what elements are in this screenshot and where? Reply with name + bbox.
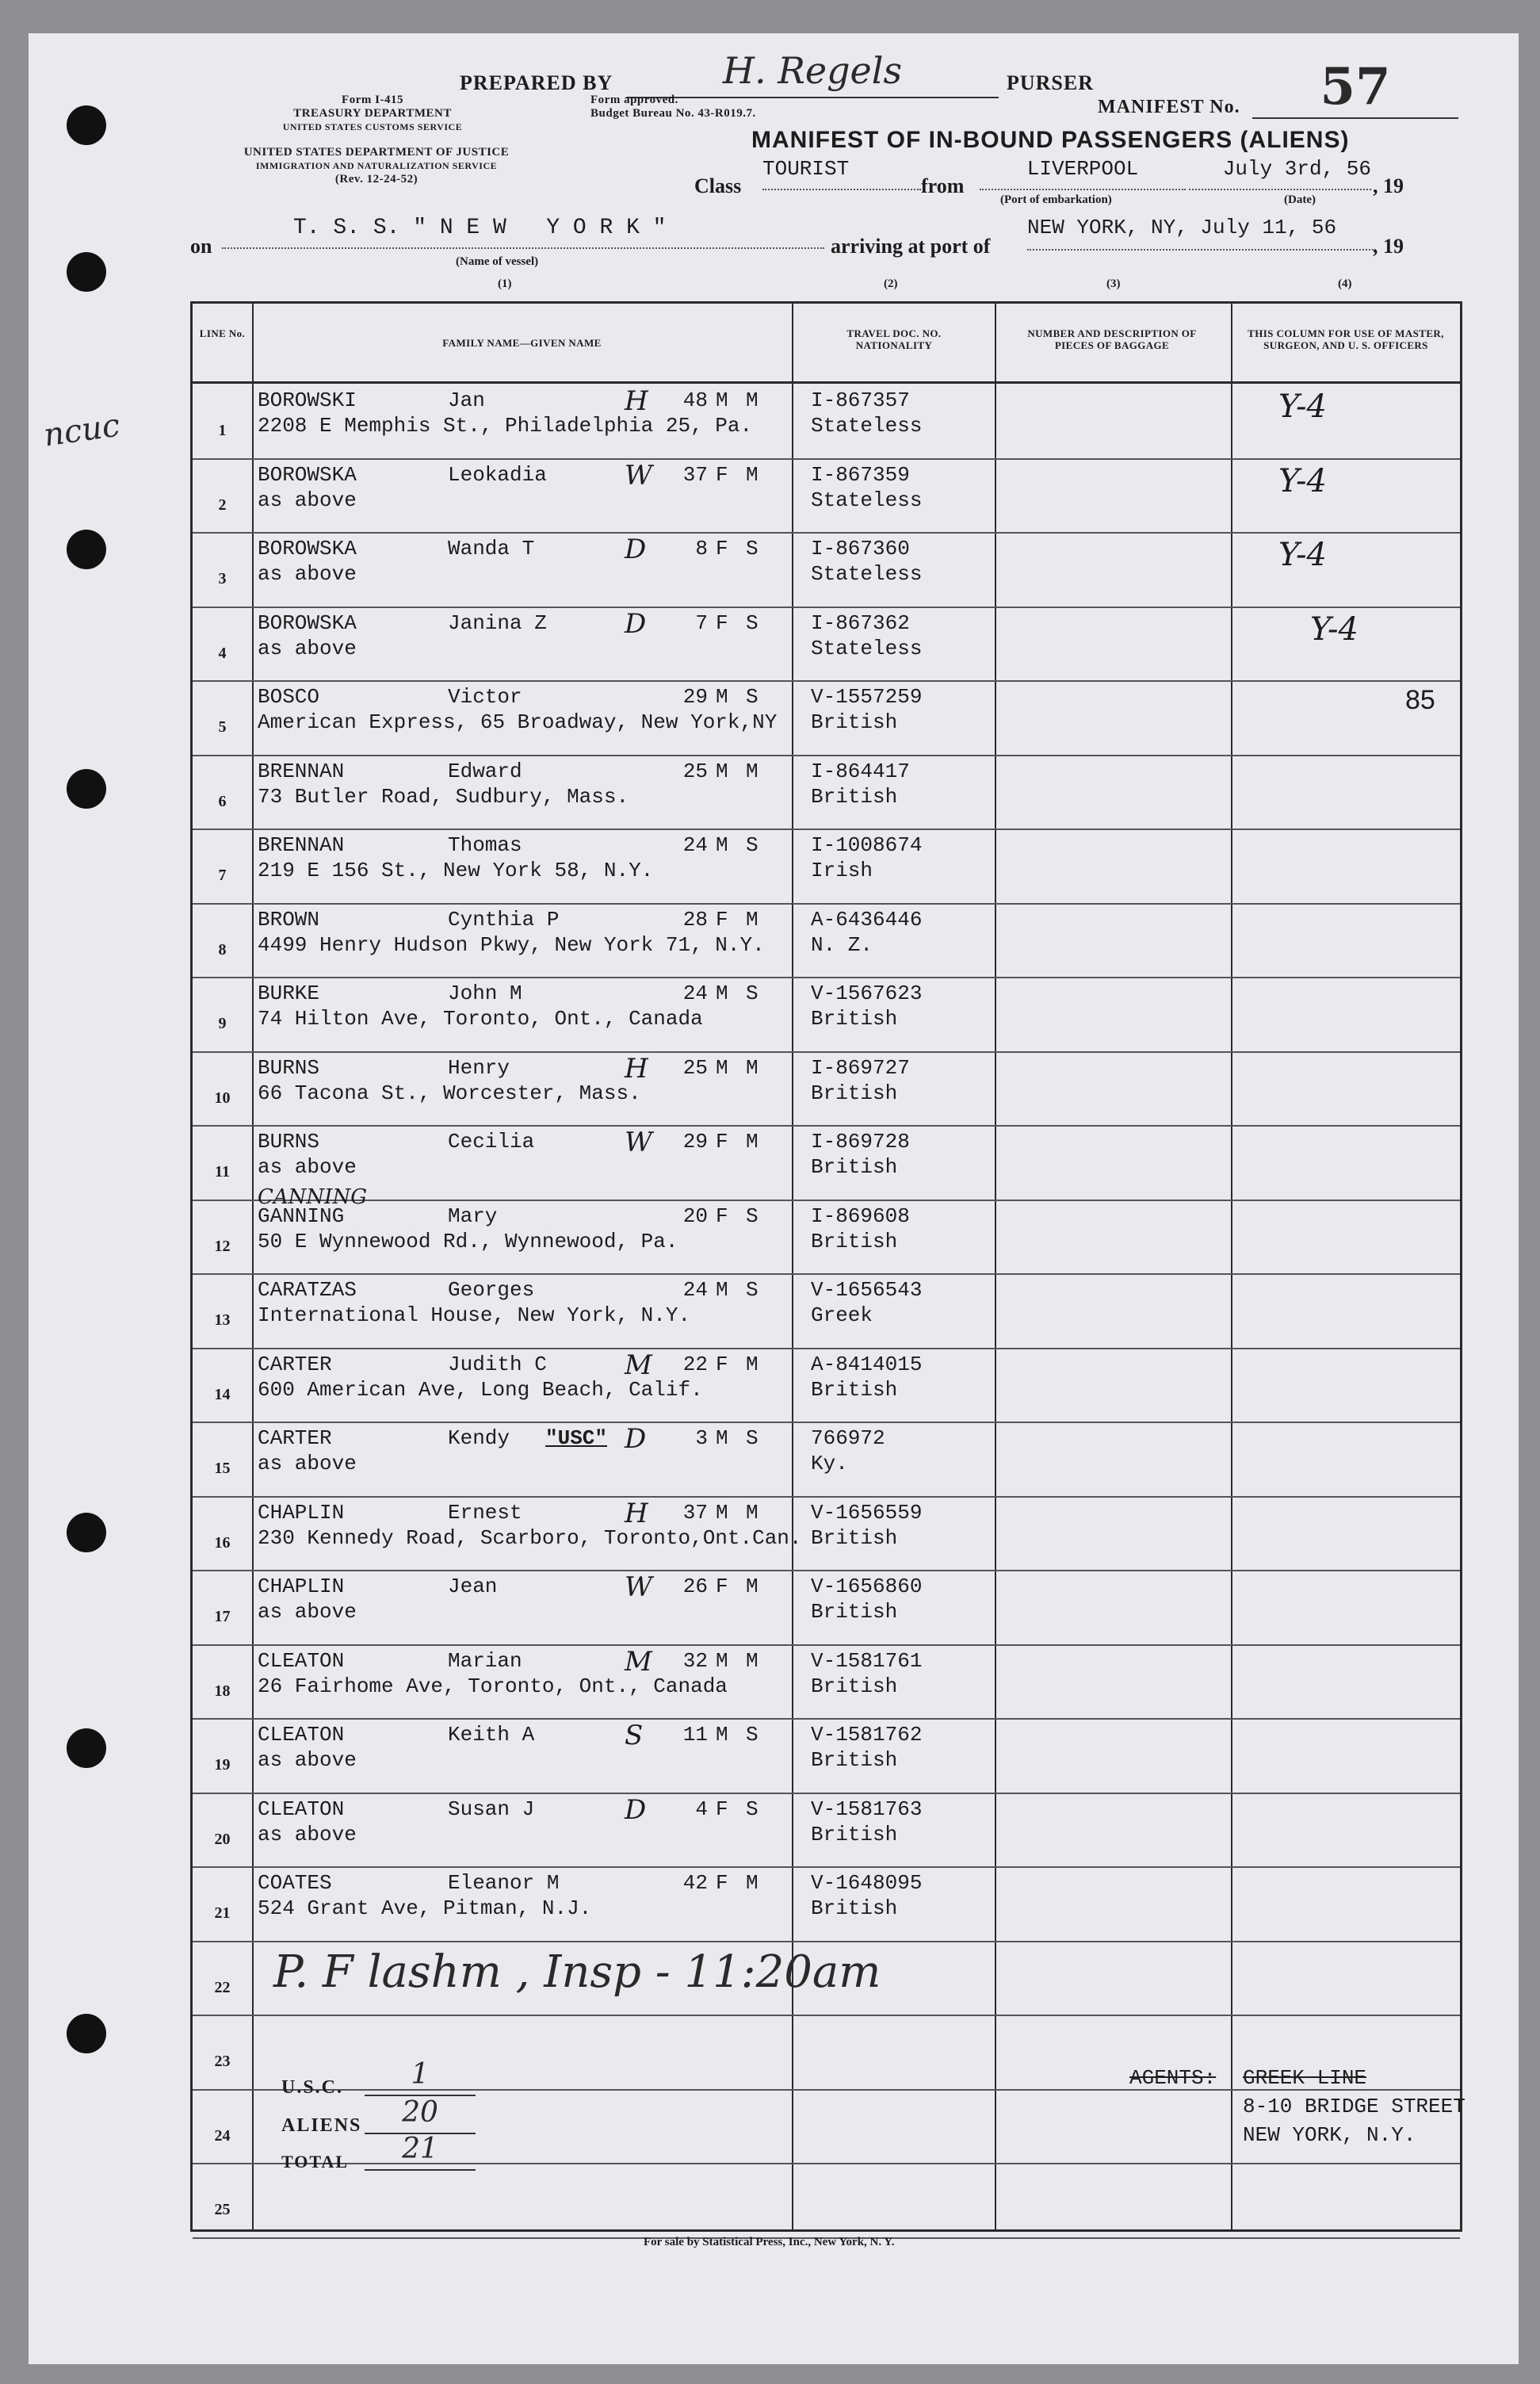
family-name: CHAPLIN <box>258 1575 345 1598</box>
line-number: 15 <box>214 1460 231 1477</box>
handwritten-mark: W <box>625 1571 652 1603</box>
travel-doc: V-1648095 <box>811 1871 923 1895</box>
address: 66 Tacona St., Worcester, Mass. <box>258 1081 641 1105</box>
table-row <box>193 1718 1460 1793</box>
travel-doc: A-8414015 <box>811 1352 923 1376</box>
given-name: Cynthia P <box>448 907 560 932</box>
date-caption: (Date) <box>1284 193 1316 206</box>
travel-doc: V-1567623 <box>811 982 923 1005</box>
binder-hole <box>67 252 106 292</box>
officer-note: 85 <box>1405 685 1435 715</box>
nationality: British <box>811 1081 898 1105</box>
sex: M <box>716 388 728 412</box>
family-name: BRENNAN <box>258 833 345 857</box>
vessel-caption: (Name of vessel) <box>456 255 539 268</box>
family-name: COATES <box>258 1871 332 1895</box>
travel-doc: V-1581763 <box>811 1797 923 1821</box>
given-name: Cecilia <box>448 1130 535 1154</box>
purser-label: PURSER <box>1007 71 1095 94</box>
manifest-no-label: MANIFEST No. <box>1098 97 1240 117</box>
age: 42 <box>682 1871 708 1895</box>
family-name: CLEATON <box>258 1723 345 1747</box>
nationality: British <box>811 1377 898 1402</box>
given-name: Henry <box>448 1055 510 1080</box>
given-name: Thomas <box>448 833 522 857</box>
age: 25 <box>682 1055 708 1080</box>
age: 37 <box>682 462 708 487</box>
table-row <box>193 1125 1460 1200</box>
agents-label: AGENTS: <box>1129 2066 1217 2090</box>
agents-line-1: GREEK LINE <box>1243 2066 1367 2090</box>
nationality: British <box>811 1822 898 1846</box>
family-name: BURKE <box>258 982 320 1005</box>
address: American Express, 65 Broadway, New York,NY <box>258 710 778 734</box>
handwritten-mark: S <box>625 1720 644 1751</box>
nationality: British <box>811 1748 898 1772</box>
sex: F <box>716 907 728 932</box>
justice-dept: UNITED STATES DEPARTMENT OF JUSTICE <box>243 146 510 159</box>
table-row <box>193 977 1460 1051</box>
binder-hole <box>67 530 106 569</box>
nationality: British <box>811 784 898 809</box>
binder-hole <box>67 105 106 145</box>
nationality: British <box>811 1007 898 1031</box>
given-name: Georges <box>448 1278 535 1302</box>
given-name: Susan J <box>448 1797 535 1821</box>
travel-doc: I-867357 <box>811 388 910 412</box>
travel-doc: 766972 <box>811 1426 885 1450</box>
sex: M <box>716 1648 728 1673</box>
manifest-number: 57 <box>1252 57 1458 119</box>
margin-note: ncuc <box>41 407 123 454</box>
line-number: 24 <box>214 2126 231 2145</box>
handwritten-mark: H <box>625 385 648 417</box>
family-name: BOROWSKA <box>258 462 357 487</box>
table-row <box>193 1793 1460 1867</box>
address: International House, New York, N.Y. <box>258 1303 691 1327</box>
age: 24 <box>682 982 708 1005</box>
from-value: LIVERPOOL <box>980 157 1186 190</box>
sex: M <box>716 1500 728 1525</box>
marital-status: M <box>746 1500 759 1525</box>
line-number: 7 <box>218 867 227 884</box>
line-number: 20 <box>214 1830 231 1848</box>
given-name: Victor <box>448 685 522 709</box>
treasury-dept: TREASURY DEPARTMENT <box>293 107 452 120</box>
vessel-name: T. S. S. " N E W Y O R K " <box>222 216 824 249</box>
given-name: Wanda T <box>448 537 535 561</box>
class-label: Class <box>694 174 742 197</box>
marital-status: M <box>746 1871 759 1895</box>
address: as above <box>258 488 357 512</box>
departure-date: July 3rd, 56 <box>1189 157 1371 190</box>
family-name: GANNING <box>258 1203 345 1228</box>
family-name: CARTER <box>258 1352 332 1376</box>
col-header-officers: THIS COLUMN FOR USE OF MASTER, SURGEON, AND U. S. OFFICERS <box>1248 327 1444 351</box>
family-name: CHAPLIN <box>258 1500 345 1525</box>
table-row <box>193 1570 1460 1644</box>
line-number: 10 <box>214 1089 231 1107</box>
officer-note: Y-4 <box>1278 388 1327 425</box>
line-number: 18 <box>214 1682 231 1700</box>
given-name: Leokadia <box>448 462 547 487</box>
marital-status: M <box>746 907 759 932</box>
marital-status: M <box>746 1055 759 1080</box>
address: 524 Grant Ave, Pitman, N.J. <box>258 1896 592 1920</box>
given-name: Keith A <box>448 1723 535 1747</box>
nationality: British <box>811 1155 898 1179</box>
nationality: British <box>811 1229 898 1253</box>
total-label: TOTAL <box>281 2152 349 2172</box>
col-header-baggage: NUMBER AND DESCRIPTION OF PIECES OF BAGGAGE <box>1027 327 1197 351</box>
arriving-label: arriving at port of <box>831 235 991 258</box>
given-name: Judith C <box>448 1352 547 1376</box>
line-number: 6 <box>218 792 227 810</box>
family-name: BOROWSKA <box>258 610 357 635</box>
travel-doc: V-1656559 <box>811 1500 923 1525</box>
address: 2208 E Memphis St., Philadelphia 25, Pa. <box>258 414 753 438</box>
table-row <box>193 1184 1460 1274</box>
marital-status: M <box>746 1130 759 1154</box>
sex: M <box>716 1278 728 1302</box>
travel-doc: I-867359 <box>811 462 910 487</box>
prepared-by-label: PREPARED BY <box>460 71 613 94</box>
agents-line-3: NEW YORK, N.Y. <box>1243 2123 1416 2147</box>
marital-status: S <box>746 833 759 857</box>
customs-service: UNITED STATES CUSTOMS SERVICE <box>282 121 463 132</box>
revision: (Rev. 12-24-52) <box>334 173 418 186</box>
line-number: 21 <box>214 1904 231 1922</box>
nationality: Ky. <box>811 1452 848 1475</box>
line-number: 5 <box>218 718 227 736</box>
line-number: 16 <box>214 1533 231 1552</box>
aliens-label: ALIENS <box>281 2115 362 2136</box>
handwritten-mark: W <box>625 1127 652 1158</box>
given-name: Janina Z <box>448 610 547 635</box>
address: as above <box>258 562 357 586</box>
table-row <box>193 903 1460 978</box>
handwritten-mark: H <box>625 1052 648 1085</box>
travel-doc: V-1581761 <box>811 1648 923 1673</box>
usc-label: U.S.C. <box>281 2077 344 2098</box>
port-embarkation-caption: (Port of embarkation) <box>1000 193 1112 206</box>
col-header-name: FAMILY NAME—GIVEN NAME <box>442 337 602 349</box>
form-number: Form I-415 <box>342 94 403 106</box>
nationality: Stateless <box>811 488 923 512</box>
family-name: BOROWSKI <box>258 388 357 412</box>
marital-status: S <box>746 610 759 635</box>
age: 4 <box>695 1797 708 1821</box>
sex: F <box>716 1203 728 1228</box>
age: 25 <box>682 759 708 783</box>
passenger-table <box>190 301 1462 2232</box>
marital-status: S <box>746 982 759 1005</box>
address: as above <box>258 1822 357 1846</box>
age: 7 <box>695 610 708 635</box>
justice-block <box>190 146 563 186</box>
sex: M <box>716 833 728 857</box>
family-name: CLEATON <box>258 1797 345 1821</box>
travel-doc: I-864417 <box>811 759 910 783</box>
inspector-signature: P. F lashm , Insp - 11:20am <box>273 1946 881 1998</box>
age: 48 <box>682 388 708 412</box>
age: 26 <box>682 1575 708 1598</box>
line-number: 4 <box>218 644 227 662</box>
family-name: BOROWSKA <box>258 537 357 561</box>
age: 8 <box>695 537 708 561</box>
binder-hole <box>67 2014 106 2053</box>
nationality: Stateless <box>811 414 923 438</box>
on-label: on <box>190 235 212 258</box>
arriving-port: NEW YORK, NY, July 11, 56 <box>1027 216 1376 251</box>
family-name: CARATZAS <box>258 1278 357 1302</box>
handwritten-mark: D <box>625 1423 647 1455</box>
given-name: Marian <box>448 1648 522 1673</box>
travel-doc: A-6436446 <box>811 907 923 932</box>
address: 73 Butler Road, Sudbury, Mass. <box>258 784 629 809</box>
address: as above <box>258 636 357 660</box>
address: as above <box>258 1600 357 1624</box>
family-name: BURNS <box>258 1055 320 1080</box>
line-number: 17 <box>214 1608 231 1625</box>
sex: F <box>716 537 728 561</box>
nationality: British <box>811 1600 898 1624</box>
marital-status: S <box>746 1278 759 1302</box>
col-number-2: (2) <box>884 277 898 290</box>
age: 29 <box>682 1130 708 1154</box>
line-number: 2 <box>218 496 227 514</box>
age: 3 <box>695 1426 708 1450</box>
travel-doc: V-1581762 <box>811 1723 923 1747</box>
address: as above <box>258 1748 357 1772</box>
age: 22 <box>682 1352 708 1376</box>
travel-doc: V-1656543 <box>811 1278 923 1302</box>
travel-doc: I-1008674 <box>811 833 923 857</box>
line-number: 12 <box>214 1237 231 1255</box>
budget-bureau: Budget Bureau No. 43-R019.7. <box>590 107 756 120</box>
table-row <box>193 458 1460 533</box>
footer-printer: For sale by Statistical Press, Inc., New York, N. Y. <box>644 2236 895 2248</box>
total-value: 21 <box>365 2133 476 2171</box>
family-name: BRENNAN <box>258 759 345 783</box>
handwritten-mark: D <box>625 1793 647 1826</box>
table-row <box>193 1644 1460 1719</box>
sex: F <box>716 1352 728 1376</box>
table-row <box>193 1348 1460 1422</box>
travel-doc: I-867360 <box>811 537 910 561</box>
line-number: 8 <box>218 940 227 959</box>
form-approved-block <box>590 94 756 121</box>
address: 230 Kennedy Road, Scarboro, Toronto,Ont.Can. <box>258 1525 802 1550</box>
col-header-travel: TRAVEL DOC. NO. NATIONALITY <box>846 327 942 351</box>
family-name: BROWN <box>258 907 320 932</box>
nationality: British <box>811 1674 898 1698</box>
handwritten-mark: D <box>625 534 647 565</box>
given-name: Jean <box>448 1575 498 1598</box>
travel-doc: I-867362 <box>811 610 910 635</box>
given-name: Kendy <box>448 1426 510 1450</box>
given-name: Edward <box>448 759 522 783</box>
nationality: British <box>811 1525 898 1550</box>
table-row <box>193 2163 1460 2237</box>
aliens-value: 20 <box>365 2096 476 2134</box>
sex: M <box>716 1723 728 1747</box>
handwritten-mark: D <box>625 607 647 640</box>
family-name: CARTER <box>258 1426 332 1450</box>
given-name: Ernest <box>448 1500 522 1525</box>
family-name: CLEATON <box>258 1648 345 1673</box>
table-row <box>193 1051 1460 1126</box>
handwritten-mark: M <box>625 1645 652 1678</box>
age: 28 <box>682 907 708 932</box>
usc-mark: "USC" <box>545 1426 608 1450</box>
travel-doc: V-1557259 <box>811 685 923 709</box>
table-row <box>193 1496 1460 1571</box>
handwritten-mark: CANNING <box>258 1184 367 1209</box>
sex: M <box>716 685 728 709</box>
age: 24 <box>682 1278 708 1302</box>
line-number: 22 <box>214 1978 231 1996</box>
table-row <box>193 384 1460 458</box>
line-number: 25 <box>214 2201 231 2218</box>
sex: F <box>716 1797 728 1821</box>
nationality: British <box>811 1896 898 1920</box>
family-name: BOSCO <box>258 685 320 709</box>
line-number: 1 <box>218 422 227 439</box>
given-name: Mary <box>448 1203 498 1228</box>
sex: F <box>716 462 728 487</box>
handwritten-mark: H <box>625 1497 648 1529</box>
usc-value: 1 <box>365 2058 476 2096</box>
marital-status: S <box>746 1723 759 1747</box>
year-suffix: , 19 <box>1373 174 1404 197</box>
travel-doc: I-869727 <box>811 1055 910 1080</box>
age: 32 <box>682 1648 708 1673</box>
sex: M <box>716 982 728 1005</box>
marital-status: M <box>746 1648 759 1673</box>
given-name: Eleanor M <box>448 1871 560 1895</box>
officer-note: Y-4 <box>1278 462 1327 499</box>
nationality: Greek <box>811 1303 873 1327</box>
nationality: British <box>811 710 898 734</box>
officer-note: Y-4 <box>1278 537 1327 573</box>
col-number-3: (3) <box>1106 277 1121 290</box>
line-number: 3 <box>218 570 227 587</box>
line-number: 23 <box>214 2053 231 2070</box>
marital-status: S <box>746 1426 759 1450</box>
binder-hole <box>67 1513 106 1552</box>
marital-status: S <box>746 1797 759 1821</box>
address: as above <box>258 1452 357 1475</box>
year-suffix-2: , 19 <box>1373 235 1404 258</box>
sex: M <box>716 1426 728 1450</box>
sex: F <box>716 1871 728 1895</box>
address: 4499 Henry Hudson Pkwy, New York 71, N.Y. <box>258 932 765 957</box>
age: 20 <box>682 1203 708 1228</box>
table-row <box>193 828 1460 903</box>
marital-status: S <box>746 537 759 561</box>
age: 29 <box>682 685 708 709</box>
col-number-1: (1) <box>498 277 512 290</box>
class-value: TOURIST <box>762 157 921 190</box>
line-number: 13 <box>214 1311 231 1329</box>
marital-status: S <box>746 1203 759 1228</box>
form-approved: Form approved. <box>590 94 678 106</box>
table-row <box>193 532 1460 607</box>
ins-service: IMMIGRATION AND NATURALIZATION SERVICE <box>255 160 498 171</box>
given-name: John M <box>448 982 522 1005</box>
given-name: Jan <box>448 388 485 412</box>
marital-status: M <box>746 1352 759 1376</box>
sex: F <box>716 1130 728 1154</box>
travel-doc: I-869608 <box>811 1203 910 1228</box>
travel-doc: V-1656860 <box>811 1575 923 1598</box>
line-number: 11 <box>215 1163 230 1181</box>
sex: M <box>716 1055 728 1080</box>
address: as above <box>258 1155 357 1179</box>
sex: M <box>716 759 728 783</box>
address: 600 American Ave, Long Beach, Calif. <box>258 1377 703 1402</box>
address: 74 Hilton Ave, Toronto, Ont., Canada <box>258 1007 703 1031</box>
form-block <box>262 94 483 134</box>
nationality: Stateless <box>811 636 923 660</box>
table-row <box>193 1866 1460 1941</box>
nationality: Stateless <box>811 562 923 586</box>
age: 11 <box>682 1723 708 1747</box>
address: 26 Fairhome Ave, Toronto, Ont., Canada <box>258 1674 728 1698</box>
age: 24 <box>682 833 708 857</box>
line-number: 19 <box>214 1756 231 1774</box>
table-row <box>193 1422 1460 1496</box>
agents-line-2: 8-10 BRIDGE STREET <box>1243 2095 1465 2118</box>
manifest-title: MANIFEST OF IN-BOUND PASSENGERS (ALIENS) <box>751 127 1350 153</box>
marital-status: M <box>746 388 759 412</box>
table-row <box>193 755 1460 829</box>
officer-note: Y-4 <box>1310 610 1358 648</box>
family-name: BURNS <box>258 1130 320 1154</box>
marital-status: S <box>746 685 759 709</box>
prepared-by-signature: H. Regels <box>626 49 999 98</box>
from-label: from <box>921 174 965 197</box>
travel-doc: I-869728 <box>811 1130 910 1154</box>
marital-status: M <box>746 1575 759 1598</box>
age: 37 <box>682 1500 708 1525</box>
marital-status: M <box>746 759 759 783</box>
line-number: 14 <box>214 1385 231 1403</box>
table-row <box>193 607 1460 681</box>
handwritten-mark: M <box>625 1349 652 1381</box>
address: 50 E Wynnewood Rd., Wynnewood, Pa. <box>258 1229 678 1253</box>
binder-hole <box>67 769 106 809</box>
col-number-4: (4) <box>1338 277 1352 290</box>
table-row <box>193 1273 1460 1348</box>
handwritten-mark: W <box>625 459 652 492</box>
col-header-line-no: LINE No. <box>199 327 246 339</box>
nationality: N. Z. <box>811 932 873 957</box>
line-number: 9 <box>218 1015 227 1032</box>
table-row <box>193 680 1460 755</box>
address: 219 E 156 St., New York 58, N.Y. <box>258 859 654 882</box>
sex: F <box>716 1575 728 1598</box>
nationality: Irish <box>811 859 873 882</box>
marital-status: M <box>746 462 759 487</box>
sex: F <box>716 610 728 635</box>
binder-hole <box>67 1728 106 1768</box>
